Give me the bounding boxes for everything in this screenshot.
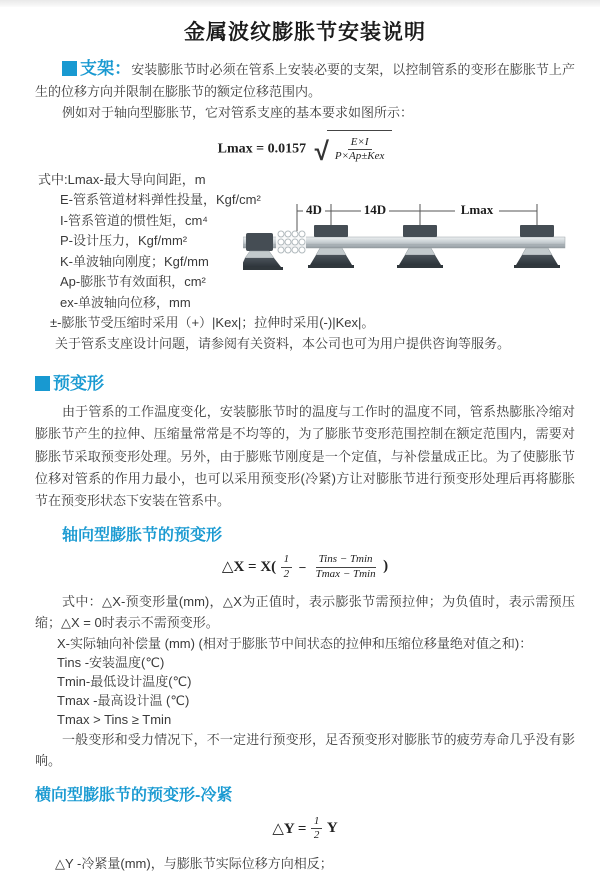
fraction-denominator: 2 — [313, 829, 320, 842]
consulting-note-line: 关于管系支座设计问题，请参阅有关资料，本公司也可为用户提供咨询等服务。 — [55, 335, 511, 351]
radical-sign-icon: √ — [314, 136, 329, 166]
definition-line: Ap-膨胀节有效面积，cm² — [60, 274, 206, 289]
axial-note-line: 一般变形和受力情况下，不一定进行预变形，足否预变形对膨胀节的疲劳寿命几乎没有影响。 — [35, 731, 575, 769]
lateral-formula-rhs: Y — [326, 820, 338, 837]
dimension-label-4d: 4D — [306, 202, 322, 217]
tmin-definition-line: Tmin-最低设计温度(℃) — [57, 673, 192, 689]
definition-line: 式中:Lmax-最大导向间距，m — [38, 171, 206, 187]
plus-minus-note-line: ±-膨胀节受压缩时采用（+）|Kex|；拉伸时采用(-)|Kex|。 — [50, 315, 375, 330]
definition-line: I-管系管道的惯性矩，cm⁴ — [60, 212, 208, 228]
blue-square-bullet-icon — [35, 376, 50, 391]
lateral-subsection-heading: 横向型膨胀节的预变形-冷紧 — [35, 786, 233, 804]
fraction-numerator: 1 — [311, 815, 323, 829]
temperature-inequality-line: Tmax > Tins ≥ Tmin — [57, 711, 172, 727]
fraction-denominator: P×Ap±Kex — [334, 149, 385, 162]
blue-square-bullet-icon — [62, 61, 77, 76]
page-top-strip — [0, 0, 600, 7]
fraction-numerator: 1 — [281, 553, 293, 567]
predeform-section-heading — [35, 369, 575, 394]
fraction-numerator: Tins − Tmin — [316, 553, 376, 567]
dimension-label-14d: 14D — [363, 202, 387, 217]
definition-line: ex-单波轴向位移，mm — [60, 294, 191, 310]
one-half-fraction — [311, 815, 323, 842]
definition-line: K-单波轴向刚度；Kgf/mm — [60, 253, 209, 269]
temperature-ratio-fraction — [313, 553, 379, 580]
axial-predeform-formula — [35, 553, 575, 580]
tins-definition-line: Tins -安装温度(℃) — [57, 654, 165, 670]
definition-line: P-设计压力，Kgf/mm² — [60, 233, 188, 248]
one-half-fraction — [281, 553, 293, 580]
lmax-formula-fraction — [332, 136, 388, 163]
lmax-formula-lhs: Lmax = 0.0157 — [217, 141, 307, 157]
x-definition-line: X-实际轴向补偿量 (mm) (相对于膨胀节中间状态的拉伸和压缩位移量绝对值之和)： — [57, 635, 533, 651]
predeform-paragraph: 由于管系的工作温度变化，安装膨胀节时的温度与工作时的温度不同，管系热膨胀冷缩对膨胀节产生的拉伸、压缩量常常是不均等的，为了膨胀节变形范围控制在额定范围内，需要对膨胀节采取预变形处理。另外，由于膨账节刚度是一个定值，与补偿量成正比。为了使膨胀节位移对管系的作用力最小，也可以采用预变形(冷紧)方让对膨胀节进行预变形处理后再将膨胀节在预变形状态下安装在管系中。 — [35, 404, 575, 509]
support-intro-text: 安装膨胀节时必须在管系上安装必要的支架，以控制管系的变形在膨胀节上产生的位移方向并限制在膨胀节的额定位移范围内。 — [35, 62, 575, 99]
definition-line: E-管系管道材料弹性投量，Kgf/cm² — [60, 192, 261, 207]
pipe-support-diagram — [243, 197, 595, 285]
lateral-predeform-formula — [35, 815, 575, 842]
fraction-denominator: 2 — [283, 567, 290, 580]
lmax-formula — [35, 130, 575, 164]
fraction-denominator: Tmax − Tmin — [315, 567, 376, 580]
lateral-note-line: △Y -冷紧量(mm)，与膨胀节实际位移方向相反； — [55, 856, 333, 872]
fraction-numerator: E×I — [348, 136, 372, 150]
axial-formula-rhs: ) — [383, 558, 389, 575]
page-title: 金属波纹膨胀节安装说明 — [184, 21, 426, 44]
bellows-icon — [276, 231, 306, 254]
predeform-heading-text: 预变形 — [53, 374, 104, 393]
support-section-heading: 支架： — [80, 59, 132, 78]
axial-subsection-heading: 轴向型膨胀节的预变形 — [62, 527, 223, 545]
support-intro-paragraph — [35, 58, 575, 102]
lateral-formula-lhs: △Y = — [272, 821, 307, 838]
square-root-expression — [311, 130, 393, 167]
support-example-line: 例如对于轴向型膨胀节，它对管系支座的基本要求如图所示： — [62, 105, 414, 120]
minus-operator: − — [298, 559, 307, 575]
axial-formula-lhs: △X = X( — [221, 559, 277, 576]
dimension-label-lmax: Lmax — [460, 202, 494, 217]
temperature-definition-list — [35, 634, 575, 729]
axial-explain-paragraph: 式中：△X-预变形量(mm)，△X为正值时，表示膨张节需预拉伸；为负值时，表示需预压缩；△X = 0时表示不需预变形。 — [35, 593, 575, 631]
tmax-definition-line: Tmax -最高设计温 (℃) — [57, 692, 190, 708]
